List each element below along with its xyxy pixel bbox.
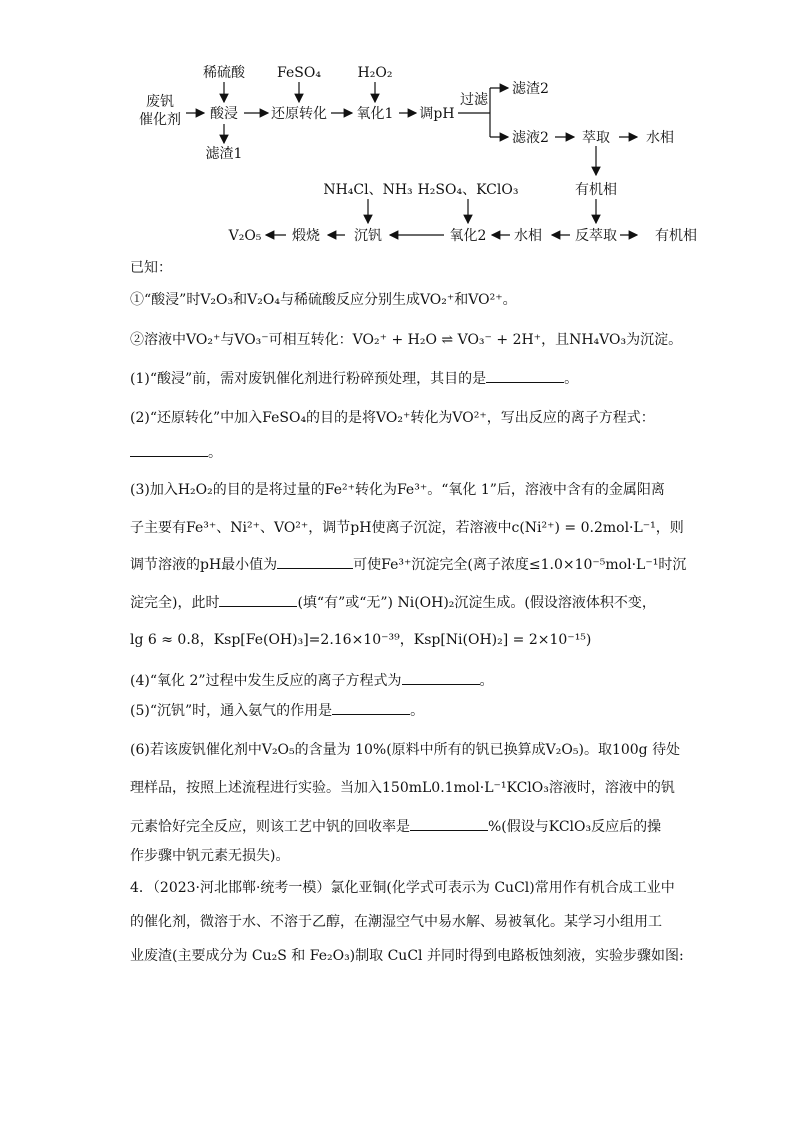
residue-1: 滤渣1 (205, 146, 243, 162)
product-v2o5: V₂O₅ (228, 228, 262, 244)
reagents-nh4cl-nh3: NH₄Cl、NH₃ (323, 182, 413, 198)
question-4-end: 。 (479, 673, 494, 689)
question-3-line-3 (130, 554, 686, 575)
question-5-text: (5)“沉钒”时，通入氨气的作用是 (130, 703, 333, 719)
step-reduction: 还原转化 (271, 106, 327, 122)
reagent-h2o2: H₂O₂ (357, 65, 393, 81)
question-6-line-1: (6)若该废钒催化剂中V₂O₅的含量为 10%(原料中所有的钒已换算成V₂O₅)。取100g 待处 (130, 742, 681, 758)
problem-4-line-3: 业废渣(主要成分为 Cu₂S 和 Fe₂O₃)制取 CuCl 并同时得到电路板蚀刻液，实验步骤如图: (130, 948, 684, 964)
step-acid-leach: 酸浸 (210, 106, 238, 122)
question-3-text-b: 可使Fe³⁺沉淀完全(离子浓度≤1.0×10⁻⁵mol·L⁻¹时沉 (353, 557, 687, 573)
problem-4-line-2: 的催化剂，微溶于水、不溶于乙醇，在潮湿空气中易水解、易被氧化。某学习小组用工 (130, 914, 662, 930)
question-5 (130, 700, 424, 721)
answer-blank-3b[interactable] (219, 592, 297, 607)
question-4-text: (4)“氧化 2”过程中发生反应的离子方程式为 (130, 673, 402, 689)
organic-phase: 有机相 (575, 182, 617, 198)
reagents-h2so4-kclo3: H₂SO₄、KClO₃ (417, 182, 519, 198)
step-calcination: 煅烧 (292, 228, 320, 244)
answer-blank-4[interactable] (402, 670, 480, 685)
reagent-dilute-sulfuric-acid: 稀硫酸 (203, 65, 245, 81)
question-3-line-2: 子主要有Fe³⁺、Ni²⁺、VO²⁺，调节pH使离子沉淀，若溶液中c(Ni²⁺) = 0.2mol·L⁻¹，则 (130, 520, 684, 536)
question-3-line-1: (3)加入H₂O₂的目的是将过量的Fe²⁺转化为Fe³⁺。“氧化 1”后，溶液中含有的金属阳离 (130, 482, 665, 498)
answer-blank-5[interactable] (332, 700, 410, 715)
question-3-line-4 (130, 592, 656, 613)
question-6-text-a: 元素恰好完全反应，则该工艺中钒的回收率是 (130, 819, 410, 835)
question-1-text: (1)“酸浸”前，需对废钒催化剂进行粉碎预处理，其目的是 (130, 371, 487, 387)
filtrate-2: 滤液2 (512, 130, 549, 146)
question-2: (2)“还原转化”中加入FeSO₄的目的是将VO₂⁺转化为VO²⁺，写出反应的离子方程式： (130, 410, 655, 426)
problem-4-line-1: 4．（2023·河北邯郸·统考一模）氯化亚铜(化学式可表示为 CuCl)常用作有机合成工业中 (130, 880, 675, 896)
known-heading: 已知： (130, 260, 172, 276)
step-precipitation: 沉钒 (354, 228, 382, 244)
start-material-line2: 催化剂 (139, 112, 181, 128)
note-1: ①“酸浸”时V₂O₃和V₂O₄与稀硫酸反应分别生成VO₂⁺和VO²⁺。 (130, 292, 517, 308)
answer-blank-3a[interactable] (277, 554, 353, 569)
answer-blank-2[interactable] (130, 442, 208, 457)
question-6-line-3 (130, 816, 661, 837)
aqueous-phase: 水相 (646, 130, 674, 146)
question-1 (130, 368, 578, 389)
question-6-line-4: 作步骤中钒元素无损失)。 (130, 848, 290, 864)
question-3-line-5: lg 6 ≈ 0.8，Ksp[Fe(OH)₃]=2.16×10⁻³⁹，Ksp[Ni(OH)₂] = 2×10⁻¹⁵) (130, 632, 592, 648)
question-3-text-c: 淀完全)，此时 (130, 595, 220, 611)
reagent-feso4: FeSO₄ (277, 65, 321, 81)
step-oxidation-1: 氧化1 (356, 106, 394, 122)
organic-phase-2: 有机相 (655, 228, 697, 244)
question-6-text-b: %(假设与KClO₃反应后的操 (488, 819, 662, 835)
question-6-line-2: 理样品，按照上述流程进行实验。当加入150mL0.1mol·L⁻¹KClO₃溶液时，溶液中的钒 (130, 780, 675, 796)
question-5-end: 。 (410, 703, 425, 719)
answer-blank-1[interactable] (486, 368, 564, 383)
process-flowchart (0, 0, 794, 250)
question-3-text-a: 调节溶液的pH最小值为 (130, 557, 278, 573)
question-1-end: 。 (564, 371, 579, 387)
step-back-extraction: 反萃取 (575, 228, 617, 244)
aqueous-phase-2: 水相 (514, 228, 542, 244)
step-oxidation-2: 氧化2 (449, 228, 487, 244)
filter-label: 过滤 (460, 92, 488, 108)
question-3-text-d: (填“有”或“无”) Ni(OH)₂沉淀生成。(假设溶液体积不变， (297, 595, 656, 611)
step-adjust-ph: 调pH (419, 106, 455, 122)
residue-2: 滤渣2 (512, 81, 549, 97)
note-2: ②溶液中VO₂⁺与VO₃⁻可相互转化：VO₂⁺ + H₂O ⇌ VO₃⁻ + 2H⁺，且NH₄VO₃为沉淀。 (130, 332, 683, 348)
answer-blank-6[interactable] (410, 816, 488, 831)
step-extraction: 萃取 (582, 130, 610, 146)
start-material-line1: 废钒 (146, 94, 174, 110)
question-2-answer (130, 442, 222, 463)
question-4 (130, 670, 494, 691)
question-2-end: 。 (208, 445, 222, 461)
